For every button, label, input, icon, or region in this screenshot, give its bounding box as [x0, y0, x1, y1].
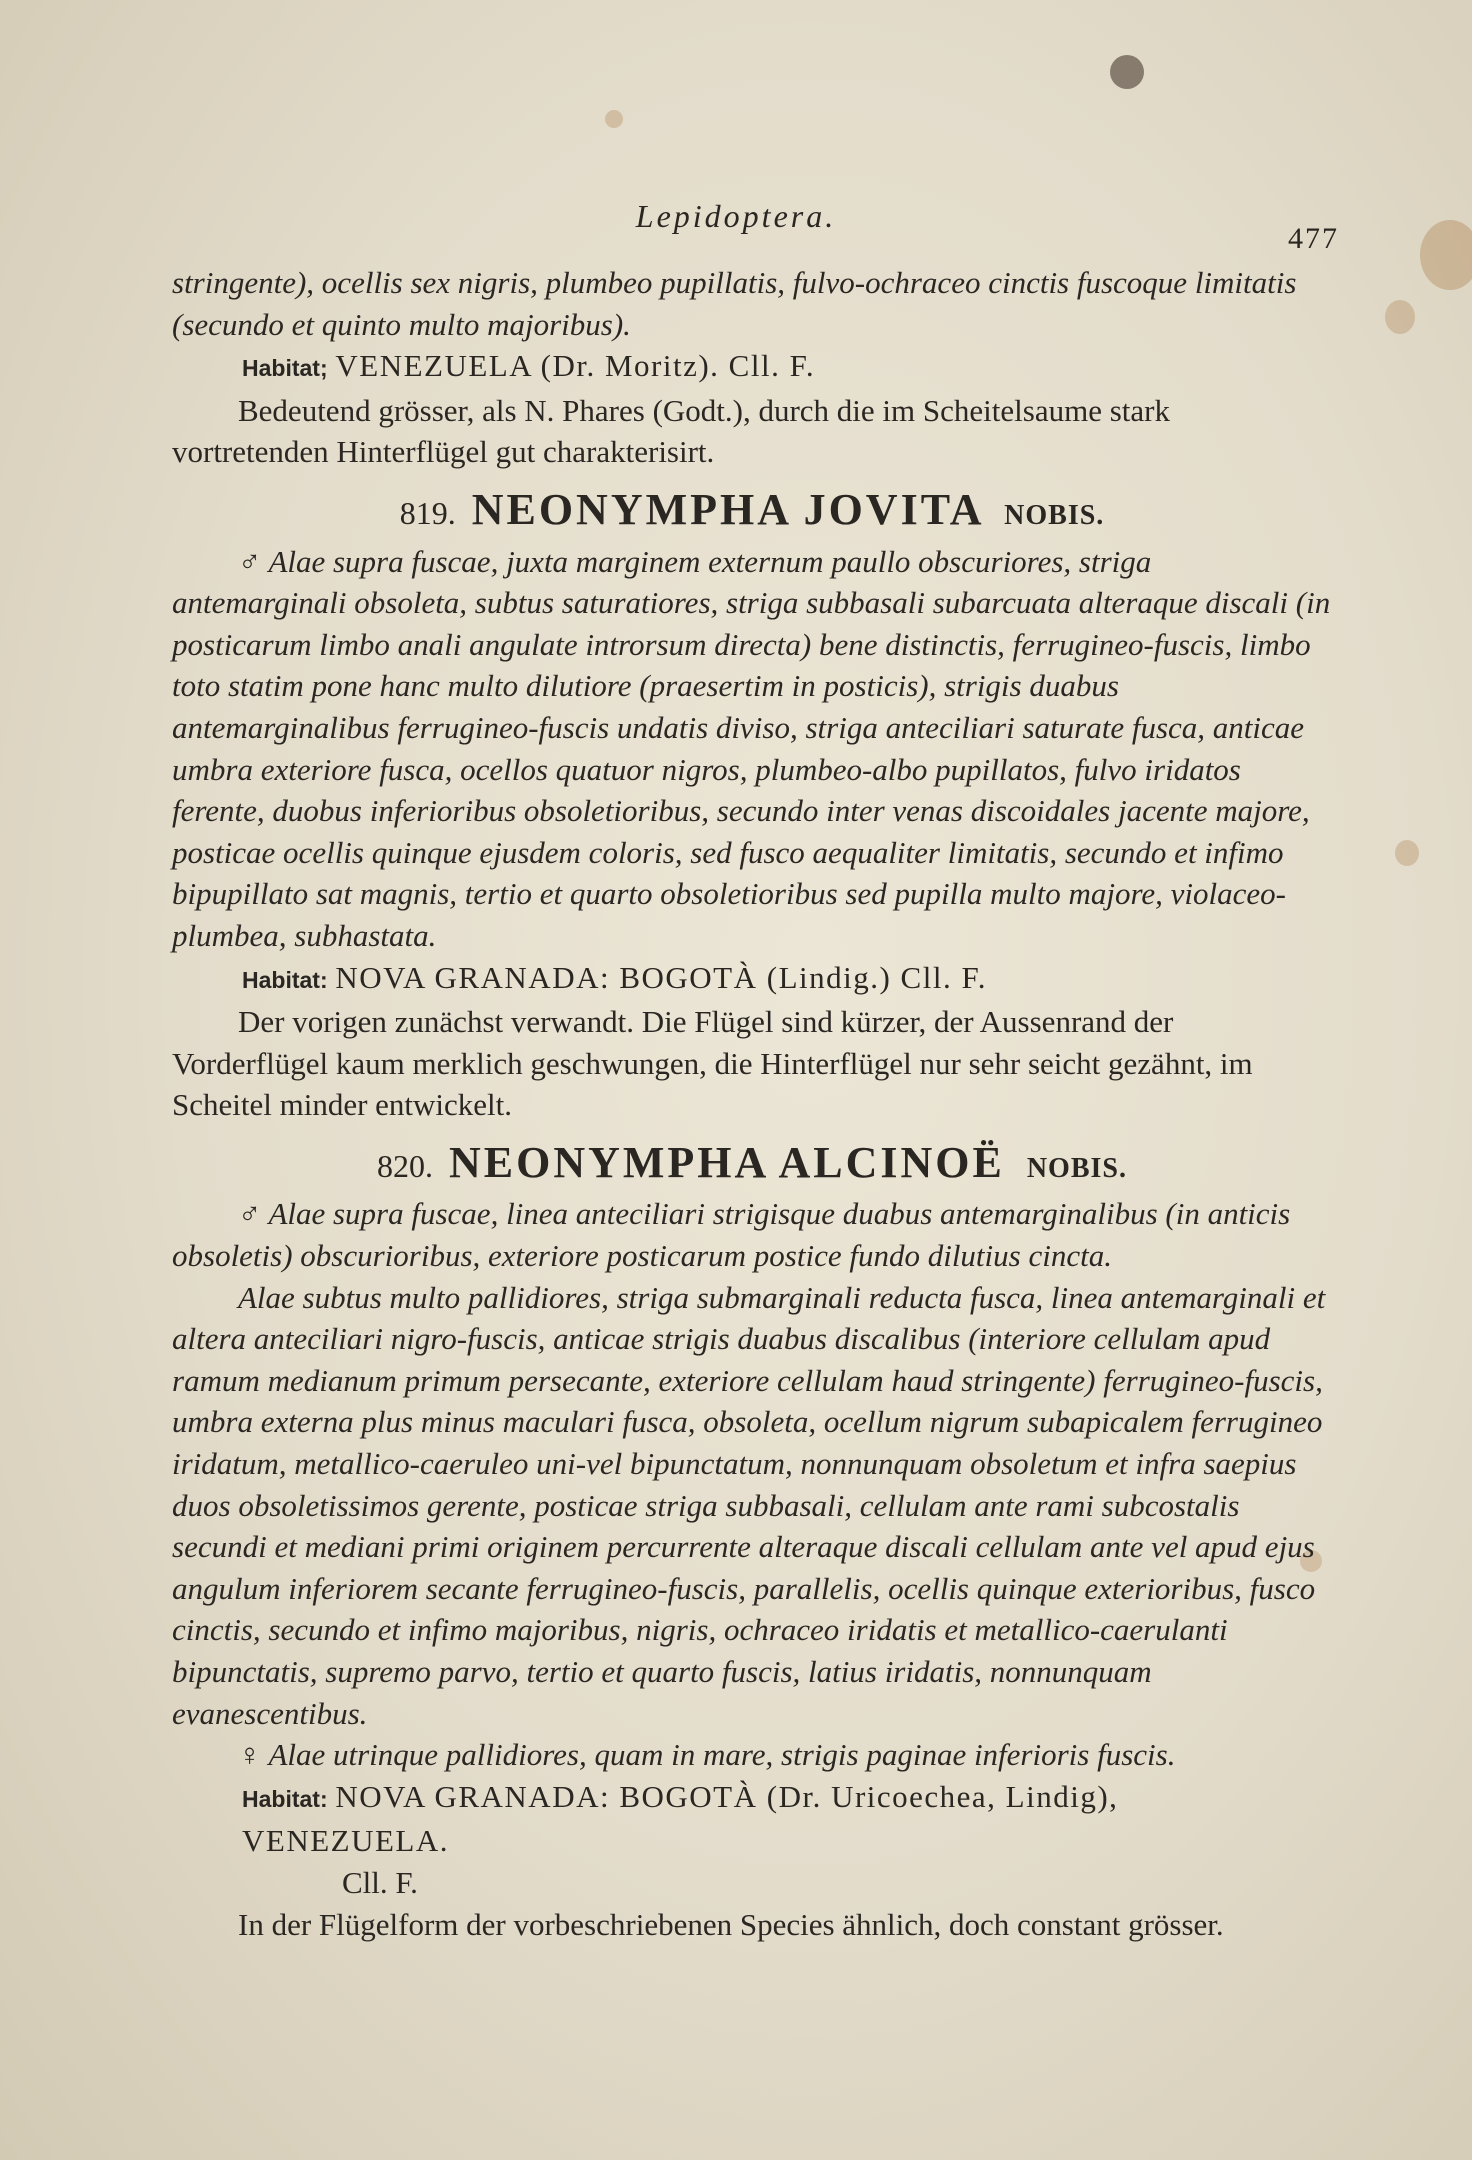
habitat-line	[172, 345, 1332, 390]
species-number: 819.	[399, 494, 456, 531]
german-remark: Der vorigen zunächst verwandt. Die Flügel sind kürzer, der Aussenrand der Vorderflügel kaum merklich geschwungen, die Hinterflügel nur sehr seicht gezähnt, im Scheitel minder entwickelt.	[172, 1004, 1253, 1123]
species-author: NOBIS.	[1004, 499, 1105, 531]
latin-description: ♂ Alae supra fuscae, juxta marginem externum paullo obscuriores, striga antemarginali obsoleta, subtus saturatiores, striga subbasali subarcuata alteraque discali (in posticarum limbo anali angulate introrsum directa) bene distinctis, ferrugineo-fuscis, limbo toto statim pone hanc multo dilutiore (praesertim in posticis), strigis duabus antemarginalibus ferrugineo-fuscis undatis diviso, striga anteciliari saturate fusca, anticae umbra exteriore fusca, ocellos quatuor nigros, plumbeo-albo pupillatos, fulvo iridatos ferente, duobus inferioribus obsoletioribus, secundo inter venas discoidales jacente majore, posticae ocellis quinque ejusdem coloris, sed fusco aequaliter limitatis, secundo et infimo bipupillato sat magnis, tertio et quarto obsoletioribus sed pupilla multo majore, violaceo-plumbea, subhastata.	[172, 543, 1331, 953]
species-name: NEONYMPHA ALCINOË	[449, 1137, 1005, 1187]
species-heading	[172, 1137, 1332, 1190]
habitat-label: Habitat;	[242, 355, 328, 382]
species-author: NOBIS.	[1026, 1152, 1127, 1184]
species-heading	[172, 484, 1332, 537]
foxing-stain	[605, 110, 623, 128]
species-name: NEONYMPHA JOVITA	[471, 484, 983, 534]
habitat-collection: Cll. F.	[342, 1864, 418, 1900]
habitat-text: NOVA GRANADA: BOGOTÀ (Lindig.) Cll. F.	[335, 959, 987, 995]
habitat-line	[172, 1776, 1332, 1862]
latin-description-continued: stringente), ocellis sex nigris, plumbeo pupillatis, fulvo-ochraceo cinctis fuscoque limitatis (secundo et quinto multo majoribus).	[172, 265, 1297, 342]
german-remark: Bedeutend grösser, als N. Phares (Godt.), durch die im Scheitelsaume stark vortretenden Hinterflügel gut charakterisirt.	[172, 392, 1170, 470]
german-remark: In der Flügelform der vorbeschriebenen Species ähnlich, doch constant grösser.	[238, 1906, 1224, 1942]
latin-description-underside: Alae subtus multo pallidiores, striga submarginali reducta fusca, linea antemarginali et altera anteciliari nigro-fuscis, anticae strigis duabus discalibus (interiore cellulam apud ramum medianum primum persecante, exteriore cellulam haud stringente) ferrugineo-fuscis, umbra externa plus minus maculari fusca, obsoleta, ocellum nigrum subapicalem ferrugineo iridatum, metallico-caeruleo uni-vel bipunctatum, nonnunquam obsoletum et infra saepius duos obsoletissimos gerente, posticae striga subbasali, cellulam ante rami subcostalis secundi et mediani primi originem percurrente alteraque discali cellulam ante vel apud ejus angulum inferiorem secante ferrugineo-fuscis, parallelis, ocellis quinque exterioribus, fusco cinctis, secundo et infimo majoribus, nigris, ochraceo iridatis et metallico-caerulanti bipunctatis, supremo parvo, tertio et quarto fuscis, latius iridatis, nonnunquam evanescentibus.	[172, 1279, 1326, 1731]
latin-description: ♂ Alae supra fuscae, linea anteciliari strigisque duabus antemarginalibus (in anticis obsoletis) obscurioribus, exteriore posticarum postice fundo dilutius cincta.	[172, 1196, 1291, 1274]
page-number: 477	[1288, 222, 1339, 255]
habitat-line	[172, 957, 1332, 1002]
species-number: 820.	[377, 1147, 433, 1184]
habitat-label: Habitat:	[242, 1785, 328, 1812]
foxing-stain	[1395, 840, 1419, 866]
page-body	[172, 262, 1332, 1945]
habitat-text: NOVA GRANADA: BOGOTÀ (Dr. Uricoechea, Lindig), VENEZUELA.	[242, 1778, 1119, 1859]
habitat-label: Habitat:	[242, 966, 328, 993]
running-head: Lepidoptera.	[635, 198, 837, 234]
foxing-stain	[1110, 55, 1144, 89]
latin-description-female: ♀ Alae utrinque pallidiores, quam in mare, strigis paginae inferioris fuscis.	[238, 1737, 1176, 1773]
foxing-stain	[1385, 300, 1415, 334]
habitat-text: VENEZUELA (Dr. Moritz). Cll. F.	[335, 348, 816, 384]
